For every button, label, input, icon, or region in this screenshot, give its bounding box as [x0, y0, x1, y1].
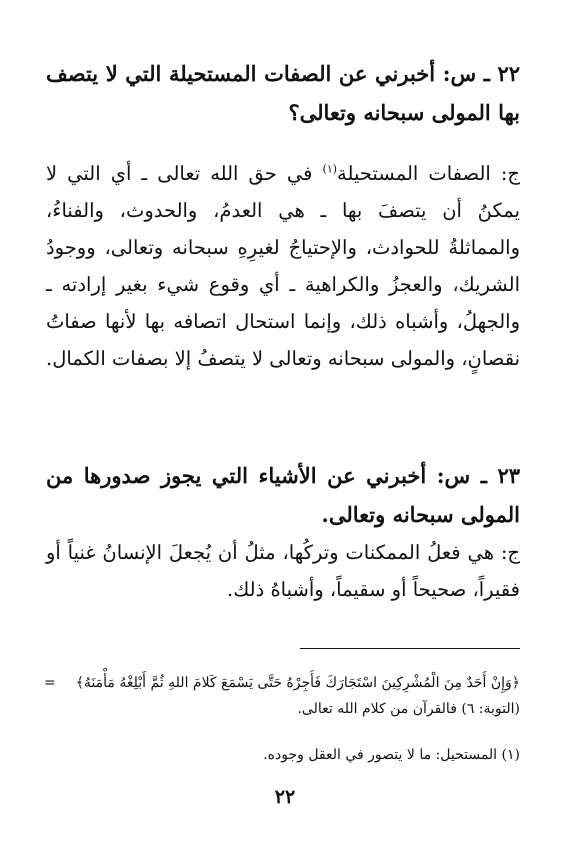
answer-23: ج: هي فعلُ الممكنات وتركُها، مثلُ أن يُجعلَ الإنسانُ غنياً أو فقيراً، صحيحاً أو سقيماً، وأشباهُ ذلك.	[46, 541, 520, 601]
answer-22	[46, 155, 520, 377]
footnote-separator	[300, 648, 520, 649]
answer-22-body: في حق الله تعالى ـ أي التي لا يمكنُ أن يتصفَ بها ـ هي العدمُ، والحدوث، والفناءُ، والمماثلةُ للحوادث، والإحتياجُ لغيرِهِ سبحانه وتعالى، ووجودُ الشريك، والعجزُ والكراهية ـ أي وقوع شيء بغير إرادته ـ والجهلُ، وأشباه ذلك، وإنما استحال اتصافه بها لأنها صفاتُ نقصانٍ، والمولى سبحانه وتعالى لا يتصفُ إلا بصفات الكمال.	[46, 162, 520, 370]
answer-22-lead: ج: الصفات المستحيلة	[337, 162, 521, 185]
question-22: ٢٢ ـ س: أخبرني عن الصفات المستحيلة التي لا يتصف بها المولى سبحانه وتعالى؟	[46, 61, 520, 125]
page-number: ٢٢	[274, 786, 296, 808]
footnote-continuation-text: ﴿وَإِنْ أَحَدٌ مِنَ الْمُشْرِكِينَ اسْتَجَارَكَ فَأَجِرْهُ حَتَّى يَسْمَعَ كَلامَ اللهِ ثُمَّ أَبْلِغْهُ مَأْمَنَهُ﴾ (التوبة: ٦) فالقرآن من كلام الله تعالى.	[75, 675, 520, 717]
footnote-ref-1: (١)	[322, 162, 338, 176]
footnote-continuation	[46, 670, 520, 722]
question-23: ٢٣ ـ س: أخبرني عن الأشياء التي يجوز صدورها من المولى سبحانه وتعالى.	[46, 463, 520, 527]
footnote-1: (١) المستحيل: ما لا يتصور في العقل وجوده.	[263, 747, 520, 763]
continuation-marker: =	[44, 675, 56, 691]
